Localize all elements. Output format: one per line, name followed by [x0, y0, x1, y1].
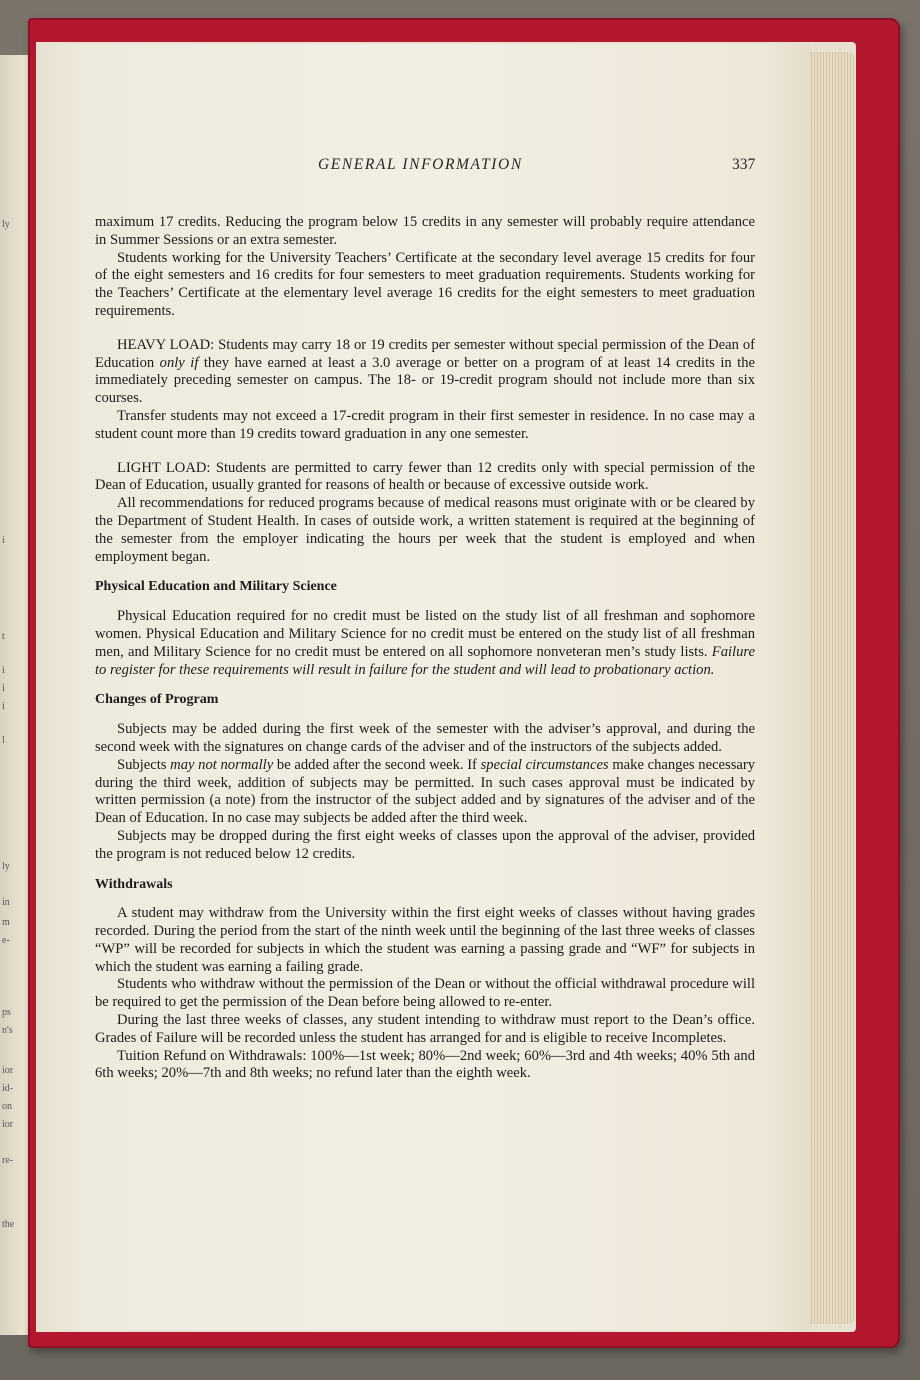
margin-fragment: ly [2, 861, 10, 872]
margin-fragment: i [2, 683, 5, 694]
paragraph: Transfer students may not exceed a 17-credit program in their first semester in residence. In no case may a student count more than 19 credits toward graduation in any one semester. [95, 407, 755, 442]
margin-fragment: ps [2, 1007, 11, 1018]
margin-fragment: i [2, 665, 5, 676]
margin-fragment: m [2, 917, 10, 928]
paragraph: Subjects may be added during the first week of the semester with the adviser’s approval, and during the second week with the signatures on change cards of the adviser and of the instructors of the subjects added. [95, 721, 755, 755]
margin-fragment: ior [2, 1065, 14, 1076]
paragraph: Students who withdraw without the permission of the Dean or without the official withdrawal procedure will be required to get the permission of the Dean before being allowed to re-enter. [95, 976, 755, 1011]
page-edges [806, 52, 854, 1324]
paragraph: Tuition Refund on Withdrawals: 100%—1st week; 80%—2nd week; 60%—3rd and 4th weeks; 40% 5th and 6th weeks; 20%—7th and 8th weeks; no refund later than the eighth week. [95, 1047, 755, 1082]
paragraph: Physical Education required for no credit must be listed on the study list of all freshman and sophomore women. Physical Education and Military Science for no credit must be entered on the study list of all freshman men, and Military Science for no credit must be entered on all sophomore nonveteran men’s study lists. Failure to register for these requirements will result in failure for the student and will lead to probationary action. [95, 608, 756, 678]
paragraph: Subjects may be dropped during the first eight weeks of classes upon the approval of the adviser, provided the program is not reduced below 12 credits. [95, 827, 755, 862]
paragraph: Subjects may not normally be added after the second week. If special circumstances make changes necessary during the third week, addition of subjects may be permitted. In such cases approval must be indicated by written permission (a note) from the instructor of the subject added and by signatures of the adviser and of the Dean of Education. In no case may subjects be added after the third week. [95, 756, 756, 827]
paragraph-heavy-load: HEAVY LOAD: Students may carry 18 or 19 credits per semester without special permission of the Dean of Education only if they have earned at least a 3.0 average or better on a program of at least 14 credits in the immediately preceding semester on campus. The 18- or 19-credit program should not include more than six courses. [95, 336, 755, 407]
paragraph-light-load: LIGHT LOAD: Students are permitted to carry fewer than 12 credits only with special permission of the Dean of Education, usually granted for reasons of health or because of excessive outside work. [95, 459, 755, 494]
margin-fragment: i [2, 701, 5, 712]
margin-fragment: the [2, 1219, 15, 1230]
margin-fragment: in [2, 897, 10, 908]
running-header [38, 156, 810, 180]
paragraph: All recommendations for reduced programs because of medical reasons must originate with or be cleared by the Department of Student Health. In cases of outside work, a written statement is required at the beginning of the semester from the employer indicating the hours per week that the student is employed and when employment began. [95, 495, 755, 565]
margin-fragment: t [2, 631, 5, 642]
section-heading: Withdrawals [95, 876, 173, 892]
paragraph: maximum 17 credits. Reducing the program below 15 credits in any semester will probably require attendance in Summer Sessions or an extra semester. [95, 214, 755, 248]
margin-fragment: re- [2, 1155, 14, 1166]
margin-fragment: ior [2, 1119, 14, 1130]
page-number: 337 [732, 156, 756, 173]
paragraph: Students working for the University Teachers’ Certificate at the secondary level average 15 credits for four of the eight semesters and 16 credits for four semesters to meet graduation requirements. Students working for the Teachers’ Certificate at the elementary level average 16 credits for the eight semesters to meet graduation requirements. [95, 249, 755, 319]
section-heading: Physical Education and Military Science [95, 579, 337, 595]
paragraph: During the last three weeks of classes, any student intending to withdraw must report to the Dean’s office. Grades of Failure will be recorded unless the student has arranged for and is eligible to receive Incompletes. [95, 1012, 755, 1046]
margin-fragment: id- [2, 1083, 14, 1094]
margin-fragment: n's [2, 1025, 13, 1036]
page-body [95, 214, 755, 1083]
margin-fragment: i [2, 535, 5, 546]
running-title: GENERAL INFORMATION [318, 156, 523, 173]
margin-fragment: e- [2, 935, 10, 946]
margin-fragment: l [2, 735, 5, 746]
section-heading: Changes of Program [95, 692, 219, 708]
margin-fragment: ly [2, 219, 10, 230]
margin-fragment: on [2, 1101, 12, 1112]
paragraph: A student may withdraw from the University within the first eight weeks of classes without having grades recorded. During the period from the start of the ninth week until the beginning of the last three weeks of classes “WP” will be recorded for subjects in which the student was earning a passing grade and “WF” for subjects in which the student was earning a failing grade. [95, 905, 755, 975]
